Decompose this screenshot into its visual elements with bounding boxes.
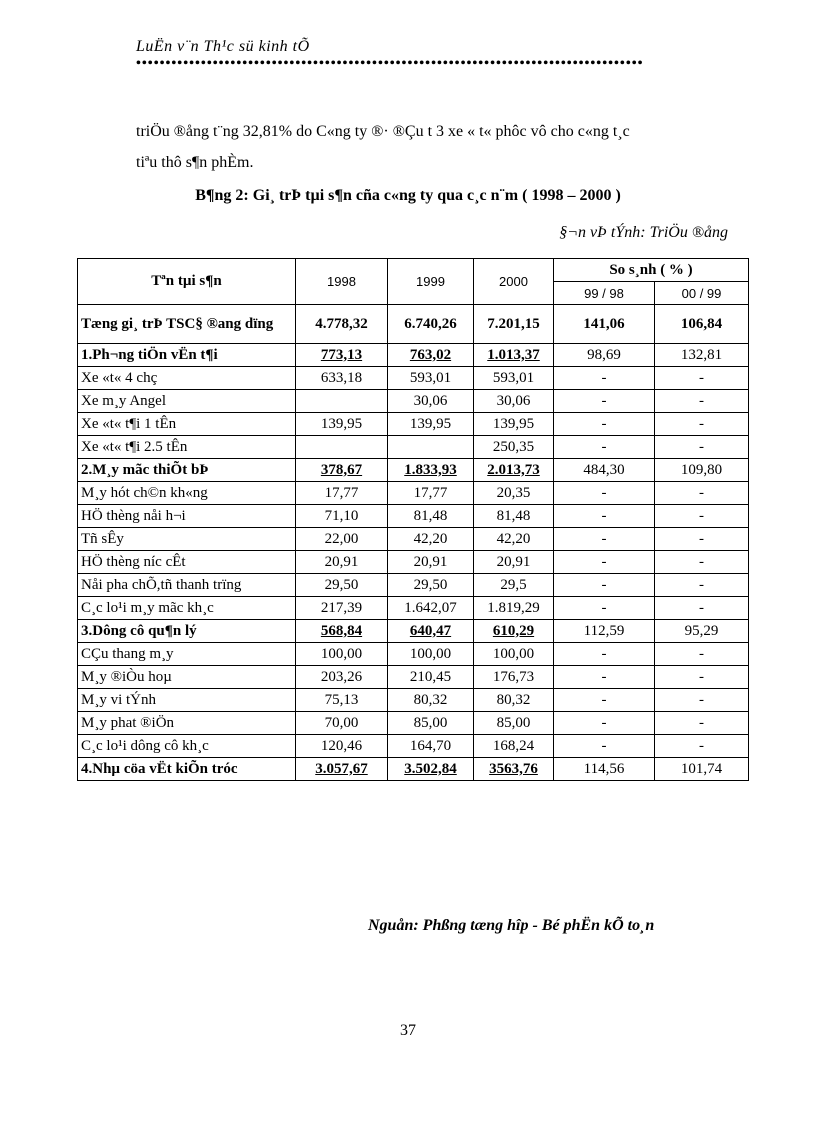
table-row: [78, 305, 749, 344]
cell-pct-00-99: 132,81: [655, 344, 749, 367]
cell-asset-name: Xe «t« t¶i 2.5 tÊn: [78, 436, 296, 459]
cell-pct-99-98: -: [554, 735, 655, 758]
body-paragraph: [136, 116, 756, 178]
table-row: [78, 666, 749, 689]
table-row: [78, 643, 749, 666]
table-row: [78, 459, 749, 482]
cell-pct-00-99: 109,80: [655, 459, 749, 482]
cell-pct-99-98: -: [554, 390, 655, 413]
cell-value-1999: 210,45: [388, 666, 474, 689]
cell-value-2000: 85,00: [474, 712, 554, 735]
cell-pct-99-98: -: [554, 712, 655, 735]
cell-pct-00-99: -: [655, 551, 749, 574]
cell-value-1999: 80,32: [388, 689, 474, 712]
cell-value-1998: 120,46: [296, 735, 388, 758]
table-row: [78, 344, 749, 367]
table-row: [78, 528, 749, 551]
cell-pct-00-99: 95,29: [655, 620, 749, 643]
table-row: [78, 390, 749, 413]
cell-asset-name: 4.Nhµ cöa vËt kiÕn tróc: [78, 758, 296, 781]
cell-pct-99-98: 114,56: [554, 758, 655, 781]
cell-pct-00-99: -: [655, 597, 749, 620]
cell-pct-00-99: -: [655, 505, 749, 528]
cell-value-1998: 633,18: [296, 367, 388, 390]
cell-value-1998: 773,13: [296, 344, 388, 367]
cell-asset-name: Tæng gi¸ trÞ TSC§ ®ang dïng: [78, 305, 296, 344]
cell-value-2000: 80,32: [474, 689, 554, 712]
cell-value-1999: 164,70: [388, 735, 474, 758]
header-dotted-rule: ••••••••••••••••••••••••••••••••••••••••••••••••••••••••••••••••••••••••••••••••••••••: [136, 58, 644, 70]
header-compare-00-99: 00 / 99: [655, 282, 749, 305]
header-asset-name: Tªn tµi s¶n: [78, 259, 296, 305]
cell-value-1998: 22,00: [296, 528, 388, 551]
cell-pct-00-99: -: [655, 712, 749, 735]
cell-pct-99-98: -: [554, 689, 655, 712]
cell-pct-99-98: -: [554, 413, 655, 436]
cell-pct-00-99: -: [655, 735, 749, 758]
cell-asset-name: CÇu thang m¸y: [78, 643, 296, 666]
cell-value-1999: 30,06: [388, 390, 474, 413]
cell-pct-00-99: 101,74: [655, 758, 749, 781]
cell-value-1999: 100,00: [388, 643, 474, 666]
cell-pct-99-98: -: [554, 528, 655, 551]
cell-asset-name: Xe m¸y Angel: [78, 390, 296, 413]
cell-value-1998: 203,26: [296, 666, 388, 689]
cell-value-2000: 42,20: [474, 528, 554, 551]
cell-value-1999: 20,91: [388, 551, 474, 574]
cell-pct-99-98: -: [554, 666, 655, 689]
cell-pct-00-99: -: [655, 390, 749, 413]
cell-value-2000: 100,00: [474, 643, 554, 666]
running-header: LuËn v¨n Th¹c sü kinh tÕ: [136, 38, 310, 55]
table-row: [78, 597, 749, 620]
cell-pct-99-98: -: [554, 436, 655, 459]
cell-value-1998: [296, 436, 388, 459]
cell-pct-99-98: -: [554, 597, 655, 620]
cell-asset-name: M¸y ®iÒu hoµ: [78, 666, 296, 689]
cell-asset-name: 3.Dông cô qu¶n lý: [78, 620, 296, 643]
cell-value-1998: [296, 390, 388, 413]
cell-asset-name: M¸y hót ch©n kh«ng: [78, 482, 296, 505]
cell-value-2000: 30,06: [474, 390, 554, 413]
cell-value-1999: 139,95: [388, 413, 474, 436]
cell-value-2000: 1.013,37: [474, 344, 554, 367]
cell-pct-00-99: -: [655, 574, 749, 597]
cell-value-2000: 3563,76: [474, 758, 554, 781]
cell-pct-00-99: 106,84: [655, 305, 749, 344]
cell-value-2000: 20,35: [474, 482, 554, 505]
cell-value-1999: 42,20: [388, 528, 474, 551]
cell-asset-name: HÖ thèng níc cÊt: [78, 551, 296, 574]
cell-pct-00-99: -: [655, 643, 749, 666]
cell-value-1999: 6.740,26: [388, 305, 474, 344]
cell-asset-name: M¸y phat ®iÖn: [78, 712, 296, 735]
table-row: [78, 735, 749, 758]
cell-value-1999: 1.833,93: [388, 459, 474, 482]
cell-pct-99-98: -: [554, 367, 655, 390]
cell-value-1999: 17,77: [388, 482, 474, 505]
cell-pct-99-98: 141,06: [554, 305, 655, 344]
cell-pct-99-98: 484,30: [554, 459, 655, 482]
cell-asset-name: HÖ thèng nåi h¬i: [78, 505, 296, 528]
cell-asset-name: 2.M¸y mãc thiÕt bÞ: [78, 459, 296, 482]
paragraph-line: tiªu thô s¶n phÈm.: [136, 154, 254, 171]
cell-pct-00-99: -: [655, 413, 749, 436]
cell-asset-name: 1.Ph¬ng tiÖn vËn t¶i: [78, 344, 296, 367]
table-row: [78, 689, 749, 712]
cell-value-2000: 250,35: [474, 436, 554, 459]
header-year-1998: 1998: [296, 259, 388, 305]
table-row: [78, 574, 749, 597]
cell-asset-name: Xe «t« t¶i 1 tÊn: [78, 413, 296, 436]
table-body: [78, 305, 749, 781]
paragraph-line: triÖu ®ång t¨ng 32,81% do C«ng ty ®· ®Çu t 3 xe « t« phôc vô cho c«ng t¸c: [136, 123, 630, 140]
cell-value-2000: 2.013,73: [474, 459, 554, 482]
table-row: [78, 551, 749, 574]
cell-pct-99-98: -: [554, 505, 655, 528]
cell-value-2000: 1.819,29: [474, 597, 554, 620]
header-year-2000: 2000: [474, 259, 554, 305]
cell-pct-00-99: -: [655, 367, 749, 390]
table-row: [78, 712, 749, 735]
cell-value-1999: 81,48: [388, 505, 474, 528]
cell-value-1999: 640,47: [388, 620, 474, 643]
cell-value-2000: 593,01: [474, 367, 554, 390]
cell-value-2000: 610,29: [474, 620, 554, 643]
cell-pct-00-99: -: [655, 436, 749, 459]
table-row: [78, 620, 749, 643]
cell-asset-name: Tñ sÊy: [78, 528, 296, 551]
cell-pct-00-99: -: [655, 666, 749, 689]
cell-asset-name: C¸c lo¹i dông cô kh¸c: [78, 735, 296, 758]
cell-value-1998: 4.778,32: [296, 305, 388, 344]
cell-pct-99-98: -: [554, 643, 655, 666]
cell-pct-00-99: -: [655, 528, 749, 551]
cell-value-1999: 763,02: [388, 344, 474, 367]
cell-value-1999: 1.642,07: [388, 597, 474, 620]
cell-value-2000: 29,5: [474, 574, 554, 597]
cell-value-1998: 378,67: [296, 459, 388, 482]
cell-value-2000: 7.201,15: [474, 305, 554, 344]
cell-value-2000: 20,91: [474, 551, 554, 574]
cell-asset-name: Nåi pha chÕ,tñ thanh trïng: [78, 574, 296, 597]
header-year-1999: 1999: [388, 259, 474, 305]
cell-asset-name: C¸c lo¹i m¸y mãc kh¸c: [78, 597, 296, 620]
table-row: [78, 482, 749, 505]
cell-value-2000: 139,95: [474, 413, 554, 436]
cell-value-1998: 100,00: [296, 643, 388, 666]
header-compare-99-98: 99 / 98: [554, 282, 655, 305]
page-number: 37: [400, 1022, 416, 1039]
cell-value-2000: 176,73: [474, 666, 554, 689]
cell-value-1999: 3.502,84: [388, 758, 474, 781]
table-row: [78, 413, 749, 436]
cell-value-1999: 593,01: [388, 367, 474, 390]
cell-value-1998: 568,84: [296, 620, 388, 643]
cell-asset-name: M¸y vi tÝnh: [78, 689, 296, 712]
cell-value-1998: 217,39: [296, 597, 388, 620]
table-caption: B¶ng 2: Gi¸ trÞ tµi s¶n cña c«ng ty qua c¸c n¨m ( 1998 – 2000 ): [195, 187, 621, 204]
table-row: [78, 758, 749, 781]
cell-value-1998: 29,50: [296, 574, 388, 597]
cell-pct-99-98: -: [554, 574, 655, 597]
cell-pct-99-98: 112,59: [554, 620, 655, 643]
cell-pct-99-98: -: [554, 482, 655, 505]
cell-asset-name: Xe «t« 4 chç: [78, 367, 296, 390]
cell-pct-00-99: -: [655, 689, 749, 712]
table-row: [78, 367, 749, 390]
cell-value-1998: 139,95: [296, 413, 388, 436]
cell-value-1998: 70,00: [296, 712, 388, 735]
cell-pct-00-99: -: [655, 482, 749, 505]
cell-value-2000: 168,24: [474, 735, 554, 758]
cell-pct-99-98: 98,69: [554, 344, 655, 367]
cell-value-1998: 71,10: [296, 505, 388, 528]
cell-value-1999: [388, 436, 474, 459]
asset-value-table: [77, 258, 749, 781]
table-row: [78, 505, 749, 528]
header-comparison: So s¸nh ( % ): [554, 259, 749, 282]
cell-value-1998: 20,91: [296, 551, 388, 574]
cell-value-1998: 75,13: [296, 689, 388, 712]
cell-pct-99-98: -: [554, 551, 655, 574]
cell-value-1998: 17,77: [296, 482, 388, 505]
cell-value-2000: 81,48: [474, 505, 554, 528]
cell-value-1999: 29,50: [388, 574, 474, 597]
table-source: Nguån: Phßng tæng hîp - Bé phËn kÕ to¸n: [368, 917, 655, 934]
table-unit-note: §¬n vÞ tÝnh: TriÖu ®ång: [559, 224, 728, 241]
table-row: [78, 436, 749, 459]
cell-value-1999: 85,00: [388, 712, 474, 735]
cell-value-1998: 3.057,67: [296, 758, 388, 781]
